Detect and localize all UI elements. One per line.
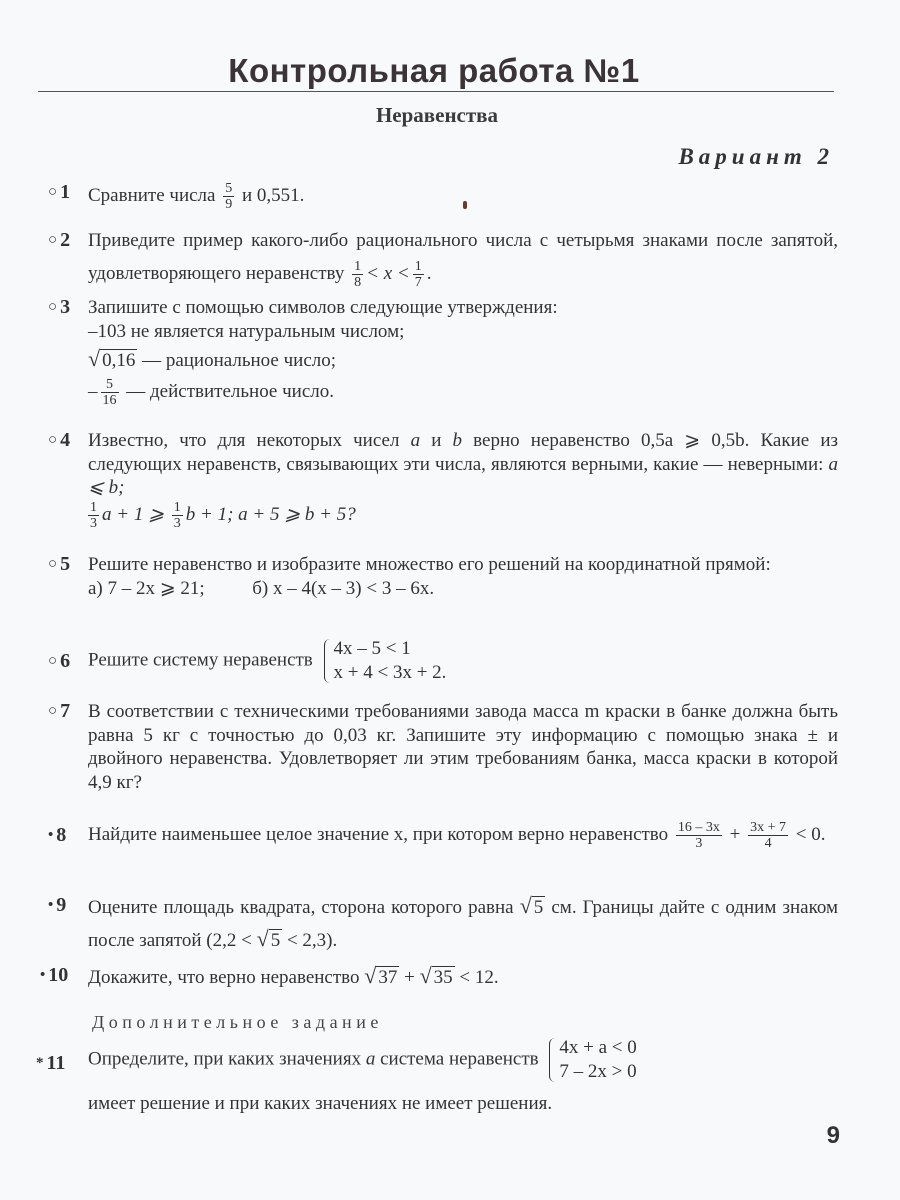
statement-1: –103 не является натуральным числом; xyxy=(88,320,405,342)
part-a: а) 7 – 2x ⩾ 21; xyxy=(88,577,205,599)
variant-label: Вариант 2 xyxy=(678,144,834,169)
fraction: $\frac{16 - 3x}{3}$ xyxy=(677,820,720,852)
task-text: имеет решение и при каких значениях не имеет решения. xyxy=(88,1093,553,1114)
task-text: Запишите с помощью символов следующие утверждения: xyxy=(88,297,558,318)
task-9: • 9 Оцените площадь квадрата, сторона которого равна √ 5 см. Границы дайте с одним знаком после запятой (2,2 < √ 5 < 2,3). xyxy=(48,890,838,956)
task-number: * 11 xyxy=(36,1052,66,1074)
section-subtitle: Неравенства xyxy=(375,103,499,127)
circle-marker-icon: ○ xyxy=(48,184,58,200)
fraction: $\frac{1}{8}$ xyxy=(354,259,362,291)
task-3 xyxy=(48,296,838,408)
page-title: Контрольная работа №1 xyxy=(228,52,640,89)
fraction: $\frac{1}{7}$ xyxy=(414,259,422,291)
task-number: ○ 6 xyxy=(48,650,71,672)
fraction: $\frac{3x + 7}{4}$ xyxy=(750,820,787,852)
task-text: Найдите наименьшее целое значение x, при котором верно неравенство xyxy=(88,824,669,845)
circle-marker-icon: ○ xyxy=(48,232,58,248)
circle-marker-icon: ○ xyxy=(48,556,58,572)
sqrt-expression: √ 37 xyxy=(364,963,398,988)
task-8: • 8 Найдите наименьшее целое значение x, при котором верно неравенство $\frac{16 - 3x}{3}$ + $\frac{3x + 7}{4}$ < 0. xyxy=(48,818,838,852)
task-2: ○ 2 Приведите пример какого-либо рационального числа с четырьмя знаками после запятой, удовлетворяющего неравенству $\frac{1}{8}$ < x < $\frac{1}{7}$ . xyxy=(48,224,838,290)
inequality-system: 4x + a < 0 7 – 2x > 0 xyxy=(547,1036,636,1084)
sqrt-expression: √ 5 xyxy=(256,926,281,951)
title-divider xyxy=(38,91,834,92)
statement-3: – $\frac{5}{16}$ — действительное число. xyxy=(88,376,334,408)
task-1 xyxy=(48,181,838,212)
circle-marker-icon: ○ xyxy=(48,653,58,669)
task-number: ○ 1 xyxy=(48,181,71,203)
fraction: $\frac{1}{3}$ xyxy=(90,499,97,531)
inequality-system: 4x – 5 < 1 x + 4 < 3x + 2. xyxy=(322,637,447,685)
task-11: * 11 Определите, при каких значениях a система неравенств 4x + a < 0 7 – 2x > 0 имеет решение и при каких значениях не имеет решения. xyxy=(48,1036,838,1116)
task-5 xyxy=(48,553,838,600)
fraction: $\frac{5}{9}$ xyxy=(225,181,233,212)
task-text: Решите систему неравенств xyxy=(88,649,313,671)
extra-task-heading: Дополнительное задание xyxy=(92,1012,383,1032)
circle-marker-icon: ○ xyxy=(48,299,58,315)
task-number: • 8 xyxy=(48,824,67,846)
circle-marker-icon: ○ xyxy=(48,703,58,719)
task-7 xyxy=(48,700,838,794)
part-b: б) x – 4(x – 3) < 3 – 6x. xyxy=(252,577,435,599)
bullet-marker-icon: • xyxy=(48,897,54,913)
task-parts xyxy=(88,577,838,601)
task-6 xyxy=(48,637,838,685)
task-text: В соответствии с техническими требованиями завода масса m краски в банке должна быть равна 5 кг с точностью до 0,03 кг. Запишите эту информацию с помощью знака ± и двойного неравенства. Удовлетворяет ли этим требованиям банка, масса краски в которой 4,9 кг? xyxy=(88,701,838,793)
fraction: $\frac{1}{3}$ xyxy=(173,499,181,531)
circle-marker-icon: ○ xyxy=(48,432,58,448)
statement-2: √ 0,16 — рациональное число; xyxy=(88,346,337,371)
task-number: ○ 4 xyxy=(48,429,71,451)
task-number: ○ 3 xyxy=(48,296,71,318)
sqrt-expression: √ 5 xyxy=(519,893,544,918)
page-number: 9 xyxy=(826,1122,840,1149)
task-number: ○ 5 xyxy=(48,553,71,575)
task-text: Сравните числа xyxy=(88,184,216,206)
inequality: < x < xyxy=(366,263,410,284)
task-number: ○ 2 xyxy=(48,229,71,251)
task-number: ○ 7 xyxy=(48,700,71,722)
task-text: Решите неравенство и изобразите множество его решений на координатной прямой: xyxy=(88,554,771,575)
task-text: и 0,551. xyxy=(241,184,305,206)
task-10: • 10 Докажите, что верно неравенство √ 37 + √ 35 < 12. xyxy=(40,963,499,988)
task-number: • 9 xyxy=(48,894,67,916)
bullet-marker-icon: • xyxy=(40,967,46,983)
sqrt-expression: √ 35 xyxy=(419,963,453,988)
task-number: • 10 xyxy=(40,964,69,986)
asterisk-marker-icon: * xyxy=(36,1055,44,1071)
fraction: $\frac{5}{16}$ xyxy=(102,376,117,408)
bullet-marker-icon: • xyxy=(48,827,54,843)
sqrt-expression: √ 0,16 xyxy=(88,346,136,371)
task-4: ○ 4 Известно, что для некоторых чисел a и b верно неравенство 0,5a ⩾ 0,5b. Какие из следующих неравенств, связывающих эти числа, являются верными, какие — неверными: a ⩽ b; $\frac{1}{3}$ a + 1 ⩾ $\frac{1}{3}$ b + 1; a + 5 ⩾ b + 5? xyxy=(48,429,838,531)
task-text: Приведите пример какого-либо рационального числа с четырьмя знаками после запятой, удовлетворяющего неравенству xyxy=(88,230,838,284)
